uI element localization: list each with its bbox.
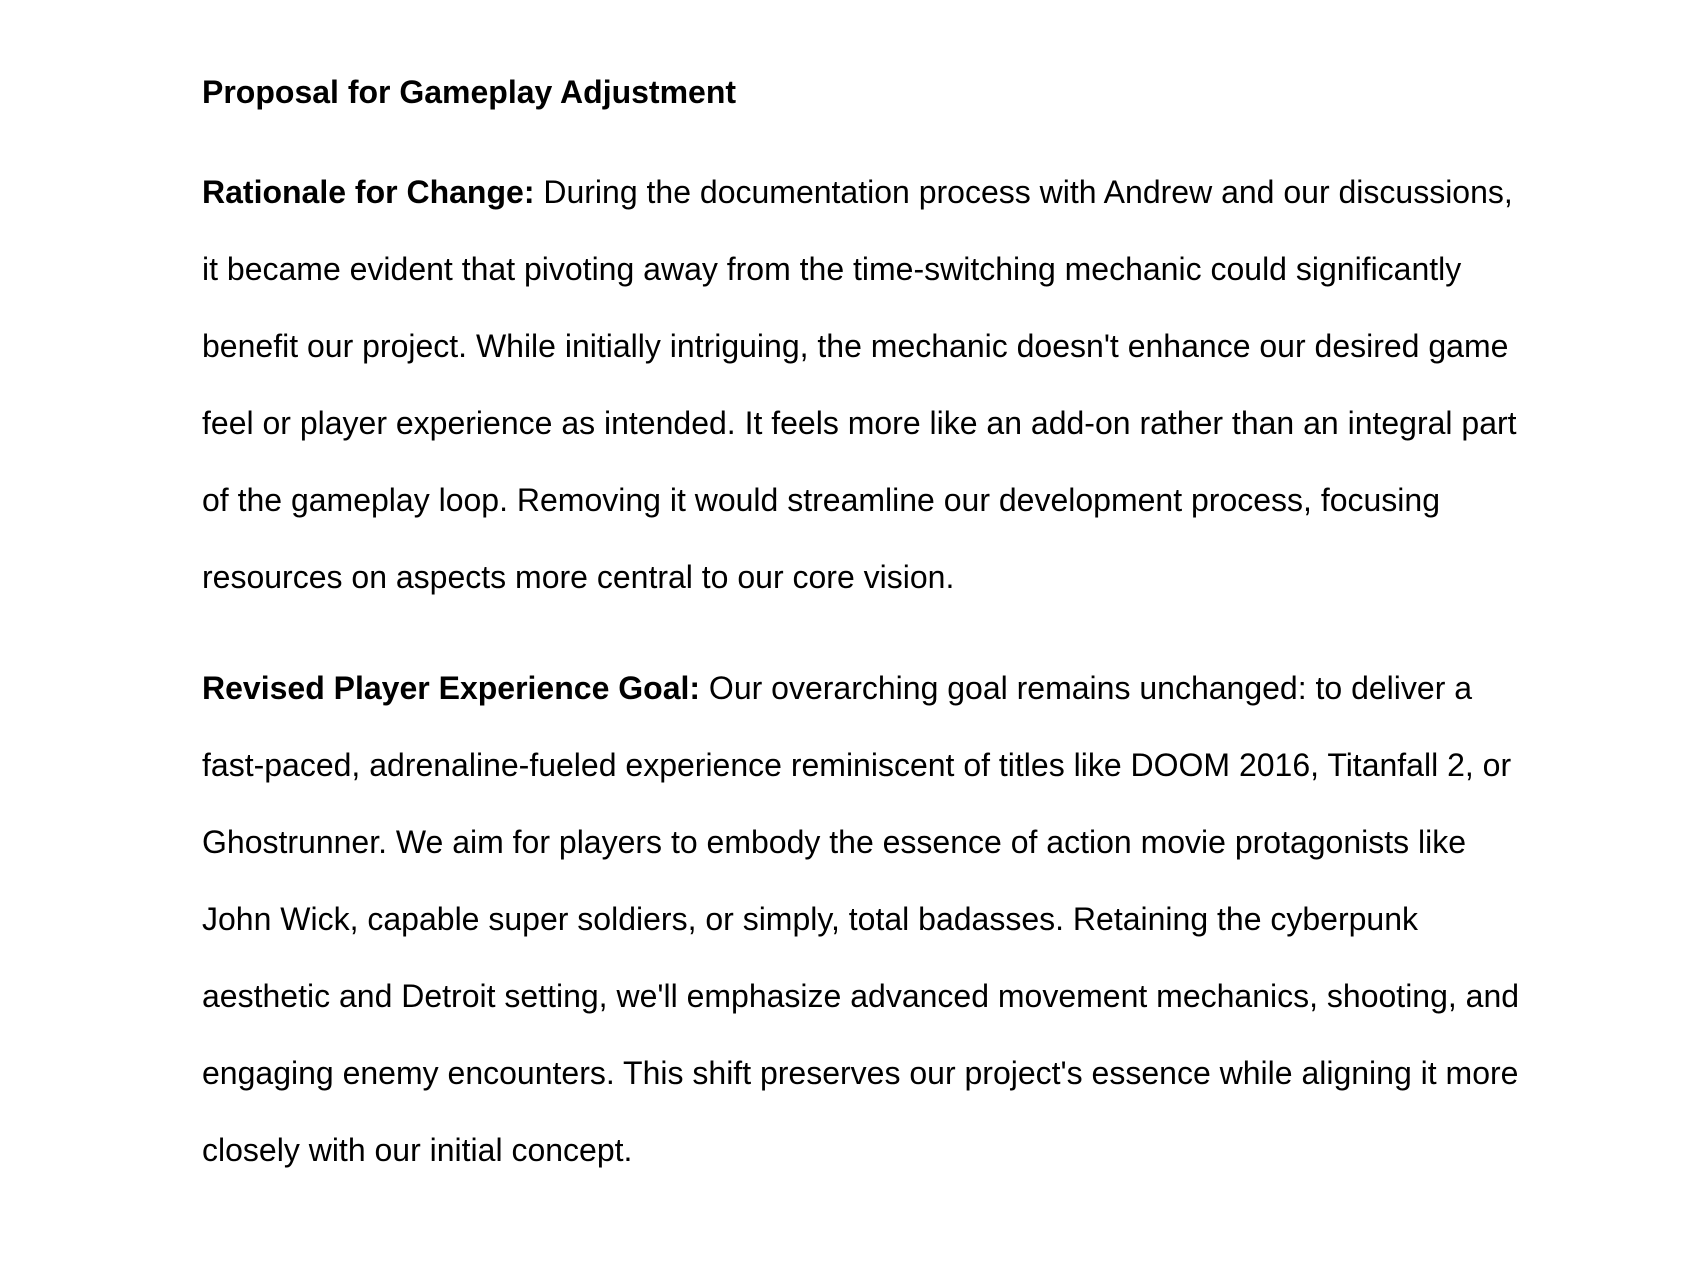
rationale-body: During the documentation process with Andrew and our discussions, it became evident that pivoting away from the time-switching mechanic could significantly benefit our project. While initially intriguing, the mechanic doesn't enhance our desired game feel or player experience as intended. It feels more like an add-on rather than an integral part of the gameplay loop. Removing it would streamline our development process, focusing resources on aspects more central to our core vision. bbox=[202, 174, 1517, 595]
experience-goal-body: Our overarching goal remains unchanged: to deliver a fast-paced, adrenaline-fueled experience reminiscent of titles like DOOM 2016, Titanfall 2, or Ghostrunner. We aim for players to embody the essence of action movie protagonists like John Wick, capable super soldiers, or simply, total badasses. Retaining the cyberpunk aesthetic and Detroit setting, we'll emphasize advanced movement mechanics, shooting, and engaging enemy encounters. This shift preserves our project's essence while aligning it more closely with our initial concept. bbox=[202, 670, 1520, 1168]
rationale-paragraph bbox=[202, 154, 1532, 616]
document-title: Proposal for Gameplay Adjustment bbox=[202, 74, 737, 110]
rationale-heading: Rationale for Change: bbox=[202, 174, 535, 210]
experience-goal-paragraph bbox=[202, 650, 1532, 1189]
experience-goal-heading: Revised Player Experience Goal: bbox=[202, 670, 701, 706]
document-page bbox=[202, 66, 1532, 1189]
